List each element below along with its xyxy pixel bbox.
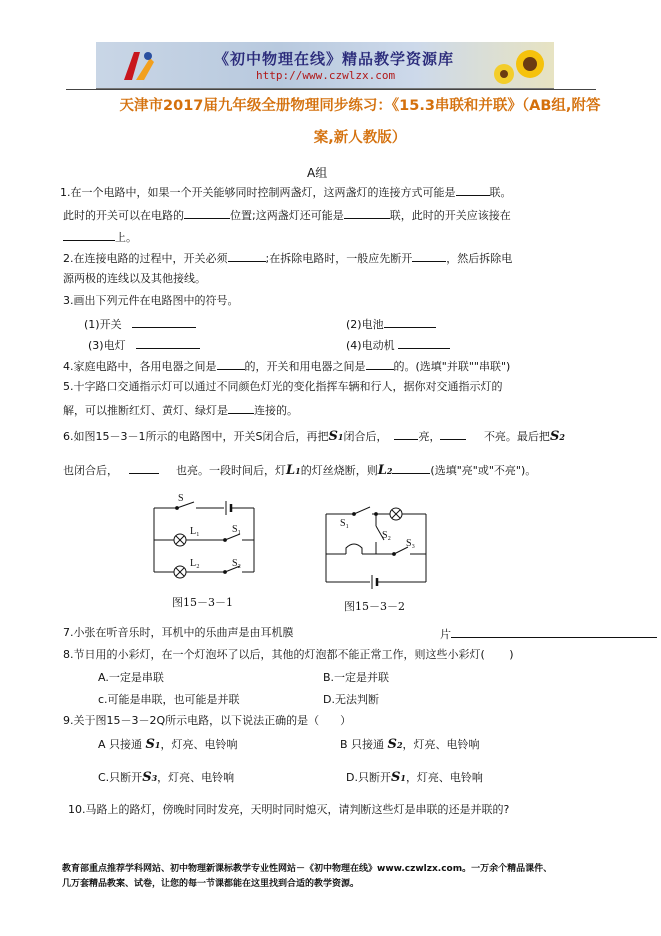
q6-symbol-l2: L2 <box>377 463 393 478</box>
q6-blank-4[interactable] <box>392 462 430 474</box>
q9-a-text-2: ，灯亮、电铃响 <box>160 738 238 751</box>
q8-option-c[interactable]: c.可能是串联，也可能是并联 <box>98 693 240 706</box>
question-5-line2 <box>63 402 298 418</box>
q9-d-symbol: S1 <box>390 770 406 785</box>
q6-text-h: (选填"亮"或"不亮")。 <box>430 464 537 477</box>
q3-item-1-label: (1)开关 <box>84 318 122 331</box>
sunflower-icon <box>490 44 548 86</box>
q9-text-close: ） <box>340 714 352 727</box>
q1-text-a: 1.在一个电路中，如果一个开关能够同时控制两盏灯，这两盏灯的连接方式可能是 <box>60 186 456 199</box>
q9-c-symbol: S3 <box>142 770 158 785</box>
footer-line1: 教育部重点推荐学科网站、初中物理新课标教学专业性网站－《初中物理在线》www.czwlzx.com。一万余个精品课件、 <box>62 864 553 874</box>
q6-text-d: 不亮。最后把 <box>483 430 550 443</box>
q9-option-b[interactable] <box>340 738 480 752</box>
q4-text-b: 的，开关和用电器之间是 <box>244 360 366 373</box>
q3-item-4 <box>346 337 450 353</box>
q9-option-d[interactable] <box>346 771 483 785</box>
q5-text-c: 连接的。 <box>254 404 298 417</box>
doc-title-line2: 案,新人教版） <box>313 130 407 146</box>
q8-option-d[interactable]: D.无法判断 <box>323 693 379 706</box>
q8-option-a[interactable]: A.一定是串联 <box>98 671 164 684</box>
q9-c-text-2: ，灯亮、电铃响 <box>157 771 235 784</box>
q1-blank-4[interactable] <box>63 229 115 241</box>
q4-blank-1[interactable] <box>217 358 245 370</box>
q1-text-d: 位置;这两盏灯还可能是 <box>230 209 344 222</box>
footer-line2: 几万套精品教案、试卷，让您的每一节课都能在这里找到合适的教学资源。 <box>62 879 360 889</box>
q6-text-f: 也亮。一段时间后，灯 <box>175 464 286 477</box>
q9-text-stem: 9.关于图15－3－2Q所示电路，以下说法正确的是（ <box>63 714 320 727</box>
q2-text-b: ;在拆除电路时，一般应先断开 <box>265 252 413 265</box>
doc-title-line1: 天津市2017届九年级全册物理同步练习：《15.3串联和并联》（AB组,附答 <box>119 98 601 114</box>
site-logo-icon <box>120 48 156 82</box>
question-6-line2 <box>63 462 536 478</box>
figure-15-3-1-circuit <box>146 490 266 590</box>
q1-text-f: 上。 <box>115 231 137 244</box>
banner-title: 《初中物理在线》精品教学资源库 <box>214 50 455 68</box>
q3-blank-3[interactable] <box>136 337 200 349</box>
q6-symbol-s2: S2 <box>549 429 565 444</box>
q6-symbol-l1: L1 <box>285 463 301 478</box>
figure-15-3-2-caption: 图15－3－2 <box>344 600 405 613</box>
question-7 <box>63 626 294 640</box>
question-10: 10.马路上的路灯，傍晚时同时发亮，天明时同时熄灭，请判断这些灯是串联的还是并联的? <box>68 803 510 816</box>
q3-item-2-label: (2)电池 <box>346 318 384 331</box>
q3-blank-2[interactable] <box>384 316 436 328</box>
q1-blank-2[interactable] <box>184 207 230 219</box>
q7-text-a: 7.小张在听音乐时，耳机中的乐曲声是由耳机膜 <box>63 626 294 639</box>
q9-d-text-1: D.只断开 <box>346 771 391 784</box>
q7-blank-1[interactable] <box>451 626 657 638</box>
q9-option-a[interactable] <box>98 738 238 752</box>
question-2-line2: 源两极的连线以及其他接线。 <box>63 272 206 285</box>
site-banner <box>96 42 554 89</box>
question-5-line1: 5.十字路口交通指示灯可以通过不同颜色灯光的变化指挥车辆和行人，据你对交通指示灯的 <box>63 380 503 393</box>
q4-text-c: 的。(选填"并联""串联") <box>393 360 511 373</box>
section-heading: A组 <box>307 166 328 180</box>
q9-b-text-2: ，灯亮、电铃响 <box>402 738 480 751</box>
q9-a-text-1: A 只接通 <box>98 738 143 751</box>
q5-text-b: 解，可以推断红灯、黄灯、绿灯是 <box>63 404 228 417</box>
q9-option-c[interactable] <box>98 771 234 785</box>
question-1-line1 <box>60 184 512 200</box>
q8-text-stem: 8.节日用的小彩灯，在一个灯泡坏了以后，其他的灯泡都不能正常工作，则这些小彩灯( <box>63 648 485 661</box>
q7-text-b: 片 <box>440 628 451 641</box>
figure-15-3-1-caption: 图15－3－1 <box>172 596 233 609</box>
q4-text-a: 4.家庭电路中，各用电器之间是 <box>63 360 217 373</box>
question-8-stem <box>63 648 514 662</box>
q9-c-text-1: C.只断开 <box>98 771 143 784</box>
question-9-stem <box>63 714 351 728</box>
q1-text-b: 联。 <box>489 186 512 199</box>
question-1-line3 <box>63 229 137 245</box>
fig1-label-l2: L₂ <box>190 558 200 569</box>
q9-a-symbol: S1 <box>145 737 161 752</box>
fig1-label-s: S <box>178 493 184 504</box>
question-2-line1 <box>63 250 512 266</box>
q4-blank-2[interactable] <box>366 358 394 370</box>
fig2-label-s1: S₁ <box>340 518 350 529</box>
q6-text-a: 6.如图15－3－1所示的电路图中，开关S闭合后，再把 <box>63 430 329 443</box>
figure-15-3-2-circuit <box>320 496 440 596</box>
q9-b-text-1: B 只接通 <box>340 738 385 751</box>
fig1-label-l1: L₁ <box>190 526 200 537</box>
fig1-label-s1: S₁ <box>232 524 242 535</box>
q1-text-e: 联，此时的开关应该接在 <box>389 209 511 222</box>
q1-blank-3[interactable] <box>344 207 390 219</box>
q2-blank-1[interactable] <box>228 250 266 262</box>
q9-b-symbol: S2 <box>387 737 403 752</box>
q3-blank-1[interactable] <box>132 316 196 328</box>
q2-blank-2[interactable] <box>412 250 446 262</box>
q3-item-2 <box>346 316 436 332</box>
q9-d-text-2: ，灯亮、电铃响 <box>405 771 483 784</box>
q8-option-b[interactable]: B.一定是并联 <box>323 671 390 684</box>
q6-symbol-s1: S1 <box>328 429 344 444</box>
q6-text-e: 也闭合后， <box>63 464 118 477</box>
question-3-stem: 3.画出下列元件在电路图中的符号。 <box>63 294 239 307</box>
q6-text-c: 亮， <box>418 430 441 443</box>
q3-item-3-label: (3)电灯 <box>88 339 126 352</box>
fig2-label-s3: S₃ <box>406 538 416 549</box>
q6-blank-2[interactable] <box>440 428 466 440</box>
question-1-line2 <box>63 207 511 223</box>
q6-text-b: 闭合后， <box>343 430 388 443</box>
q3-blank-4[interactable] <box>398 337 450 349</box>
question-6-line1 <box>63 428 565 444</box>
q6-blank-1[interactable] <box>394 428 418 440</box>
banner-url[interactable]: http://www.czwlzx.com <box>256 69 396 82</box>
q1-blank-1[interactable] <box>456 184 490 196</box>
q3-item-3 <box>88 337 200 353</box>
q3-item-4-label: (4)电动机 <box>346 339 395 352</box>
fig2-label-s2: S₂ <box>382 530 392 541</box>
q5-blank-1[interactable] <box>228 402 254 414</box>
q2-text-a: 2.在连接电路的过程中，开关必须 <box>63 252 228 265</box>
q1-text-c: 此时的开关可以在电路的 <box>63 209 184 222</box>
fig1-label-s2: S₂ <box>232 558 242 569</box>
q2-text-c: ，然后拆除电 <box>446 252 513 265</box>
question-7-tail <box>440 626 657 642</box>
page-footer <box>62 862 552 892</box>
header-divider <box>66 89 596 90</box>
q8-text-close: ) <box>509 648 514 661</box>
q6-blank-3[interactable] <box>129 462 159 474</box>
question-4 <box>63 358 510 374</box>
q6-text-g: 的灯丝烧断，则 <box>300 464 378 477</box>
q3-item-1 <box>84 316 196 332</box>
